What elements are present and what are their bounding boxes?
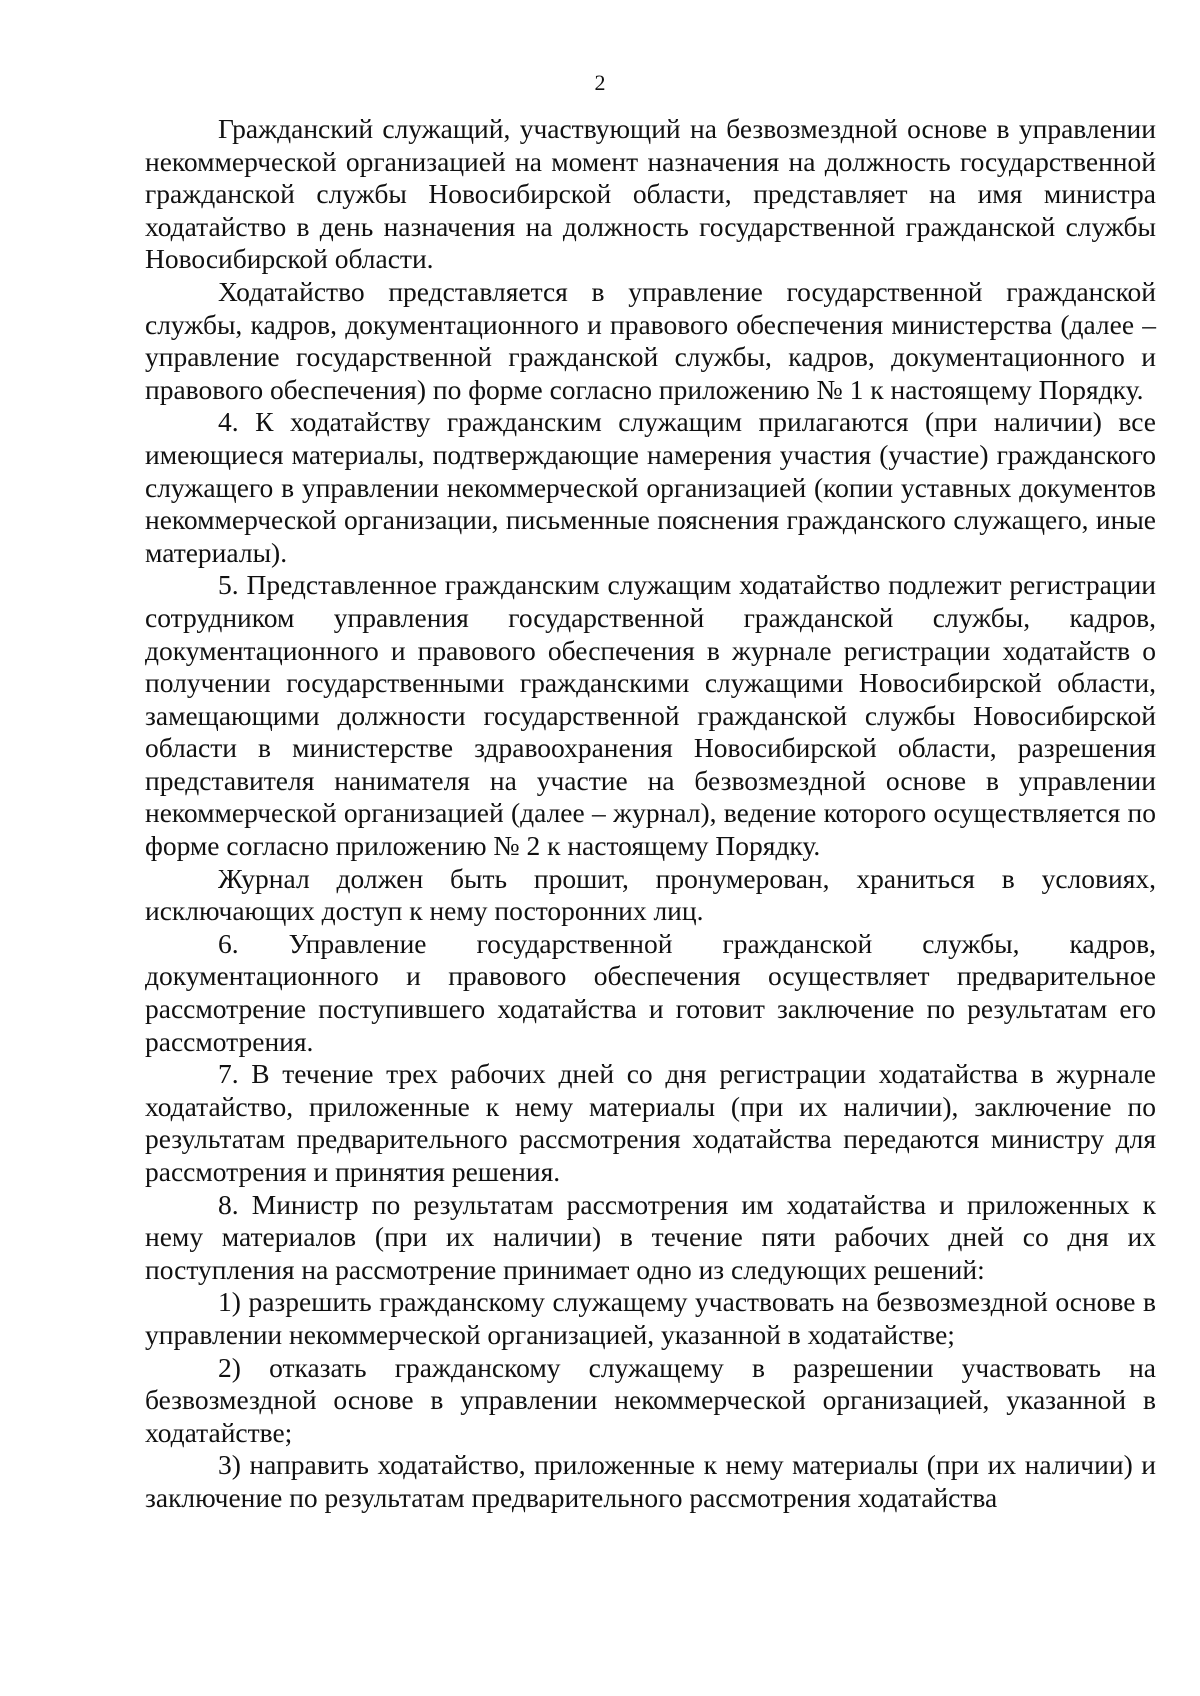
paragraph-decision-2: 2) отказать гражданскому служащему в разрешении участвовать на безвозмездной основе в управлении некоммерческой организацией, указанной в ходатайстве; — [145, 1351, 1156, 1448]
paragraph-item-6: 6. Управление государственной гражданской службы, кадров, документационного и правового обеспечения осуществляет предварительное рассмотрение поступившего ходатайства и готовит заключение по результатам его рассмотрения. — [145, 927, 1156, 1057]
paragraph-item-4: 4. К ходатайству гражданским служащим прилагаются (при наличии) все имеющиеся материалы, подтверждающие намерения участия (участие) гражданского служащего в управлении некоммерческой организацией (копии уставных документов некоммерческой организации, письменные пояснения гражданского служащего, иные материалы). — [145, 406, 1156, 568]
paragraph-intro: Гражданский служащий, участвующий на безвозмездной основе в управлении некоммерческой организацией на момент назначения на должность государственной гражданской службы Новосибирской области, представляет на имя министра ходатайство в день назначения на должность государственной гражданской службы Новосибирской области. — [145, 113, 1156, 275]
paragraph-item-7: 7. В течение трех рабочих дней со дня регистрации ходатайства в журнале ходатайство, приложенные к нему материалы (при их наличии), заключение по результатам предварительного рассмотрения ходатайства передаются министру для рассмотрения и принятия решения. — [145, 1058, 1156, 1187]
page-number: 2 — [594, 70, 606, 95]
paragraph-decision-1: 1) разрешить гражданскому служащему участвовать на безвозмездной основе в управлении некоммерческой организацией, указанной в ходатайстве; — [145, 1286, 1156, 1350]
document-body — [145, 113, 1156, 1515]
paragraph-item-5: 5. Представленное гражданским служащим ходатайство подлежит регистрации сотрудником управления государственной гражданской службы, кадров, документационного и правового обеспечения в журнале регистрации ходатайств о получении государственными гражданскими служащими Новосибирской области, замещающими должности государственной гражданской службы Новосибирской области в министерстве здравоохранения Новосибирской области, разрешения представителя нанимателя на участие на безвозмездной основе в управлении некоммерческой организацией (далее – журнал), ведение которого осуществляется по форме согласно приложению № 2 к настоящему Порядку. — [145, 569, 1156, 862]
paragraph-item-8: 8. Министр по результатам рассмотрения им ходатайства и приложенных к нему материалов (при их наличии) в течение пяти рабочих дней со дня их поступления на рассмотрение принимает одно из следующих решений: — [145, 1188, 1156, 1285]
paragraph-decision-3: 3) направить ходатайство, приложенные к нему материалы (при их наличии) и заключение по результатам предварительного рассмотрения ходатайства — [145, 1449, 1156, 1513]
paragraph-journal: Журнал должен быть прошит, пронумерован, храниться в условиях, исключающих доступ к нему посторонних лиц. — [145, 862, 1156, 927]
paragraph-petition-submission: Ходатайство представляется в управление государственной гражданской службы, кадров, документационного и правового обеспечения министерства (далее – управление государственной гражданской службы, кадров, документационного и правового обеспечения) по форме согласно приложению № 1 к настоящему Порядку. — [145, 275, 1156, 405]
